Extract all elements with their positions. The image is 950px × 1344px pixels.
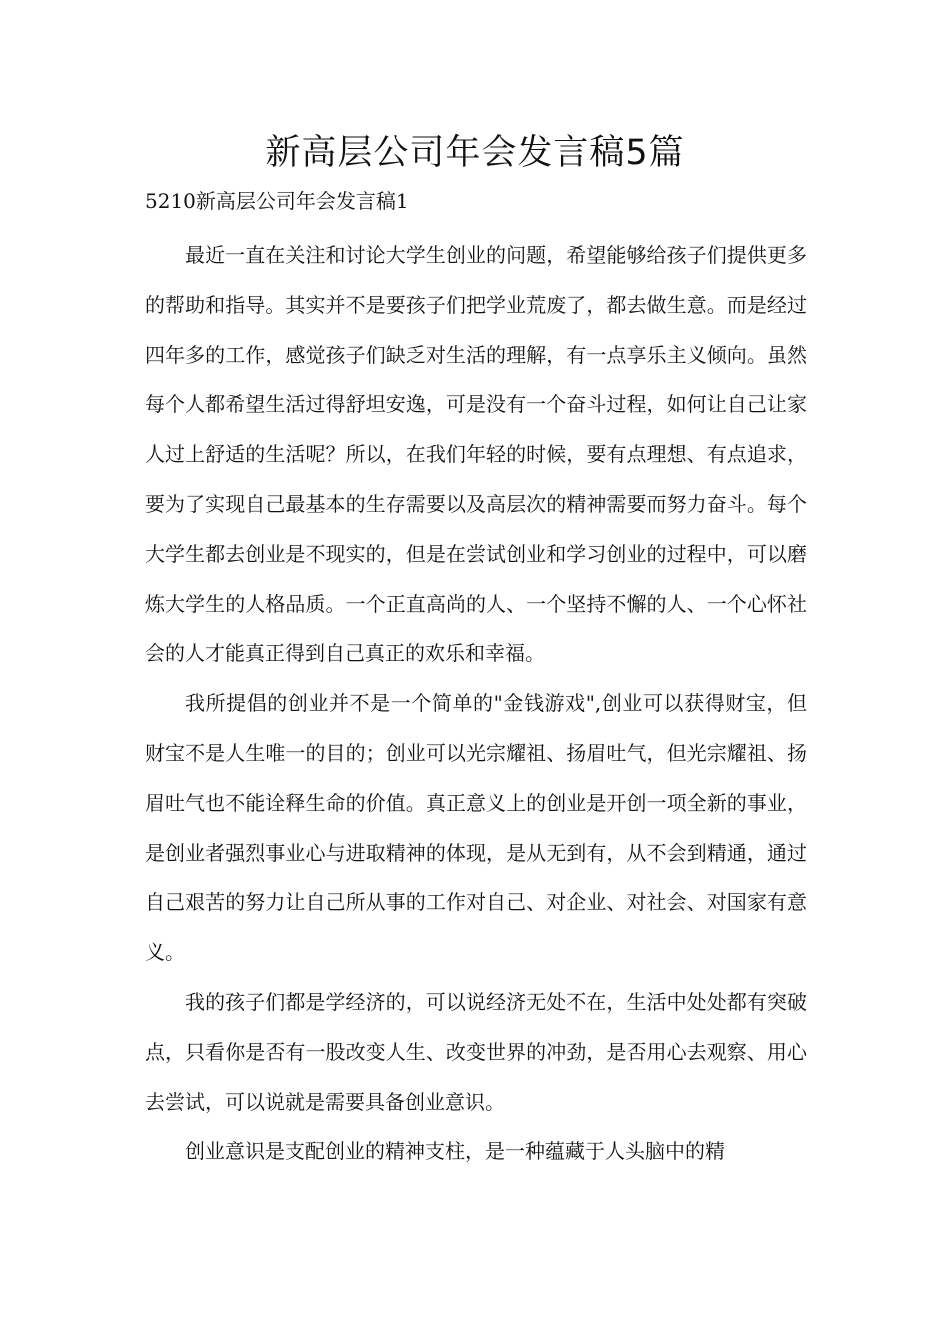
document-title: 新高层公司年会发言稿5篇 <box>265 133 685 173</box>
paragraph-4: 创业意识是支配创业的精神支柱，是一种蕴藏于人头脑中的精 <box>185 1139 725 1164</box>
paragraph-2: 我所提倡的创业并不是一个简单的"金钱游戏",创业可以获得财宝，但财宝不是人生唯一的目的；创业可以光宗耀祖、扬眉吐气，但光宗耀祖、扬眉吐气也不能诠释生命的价值。真正意义上的创业是开创一项全新的事业，是创业者强烈事业心与进取精神的体现，是从无到有，从不会到精通，通过自己艰苦的努力让自己所从事的工作对自己、对企业、对社会、对国家有意义。 <box>145 691 807 965</box>
section-heading: 5210新高层公司年会发言稿1 <box>145 189 409 213</box>
document-body <box>145 231 807 1177</box>
paragraph-1: 最近一直在关注和讨论大学生创业的问题，希望能够给孩子们提供更多的帮助和指导。其实并不是要孩子们把学业荒废了，都去做生意。而是经过四年多的工作，感觉孩子们缺乏对生活的理解，有一点享乐主义倾向。虽然每个人都希望生活过得舒坦安逸，可是没有一个奋斗过程，如何让自己让家人过上舒适的生活呢？所以，在我们年轻的时候，要有点理想、有点追求，要为了实现自己最基本的生存需要以及高层次的精神需要而努力奋斗。每个大学生都去创业是不现实的，但是在尝试创业和学习创业的过程中，可以磨炼大学生的人格品质。一个正直高尚的人、一个坚持不懈的人、一个心怀社会的人才能真正得到自己真正的欢乐和幸福。 <box>145 243 807 666</box>
paragraph-3: 我的孩子们都是学经济的，可以说经济无处不在，生活中处处都有突破点，只看你是否有一股改变人生、改变世界的冲劲，是否用心去观察、用心去尝试，可以说就是需要具备创业意识。 <box>145 989 807 1114</box>
